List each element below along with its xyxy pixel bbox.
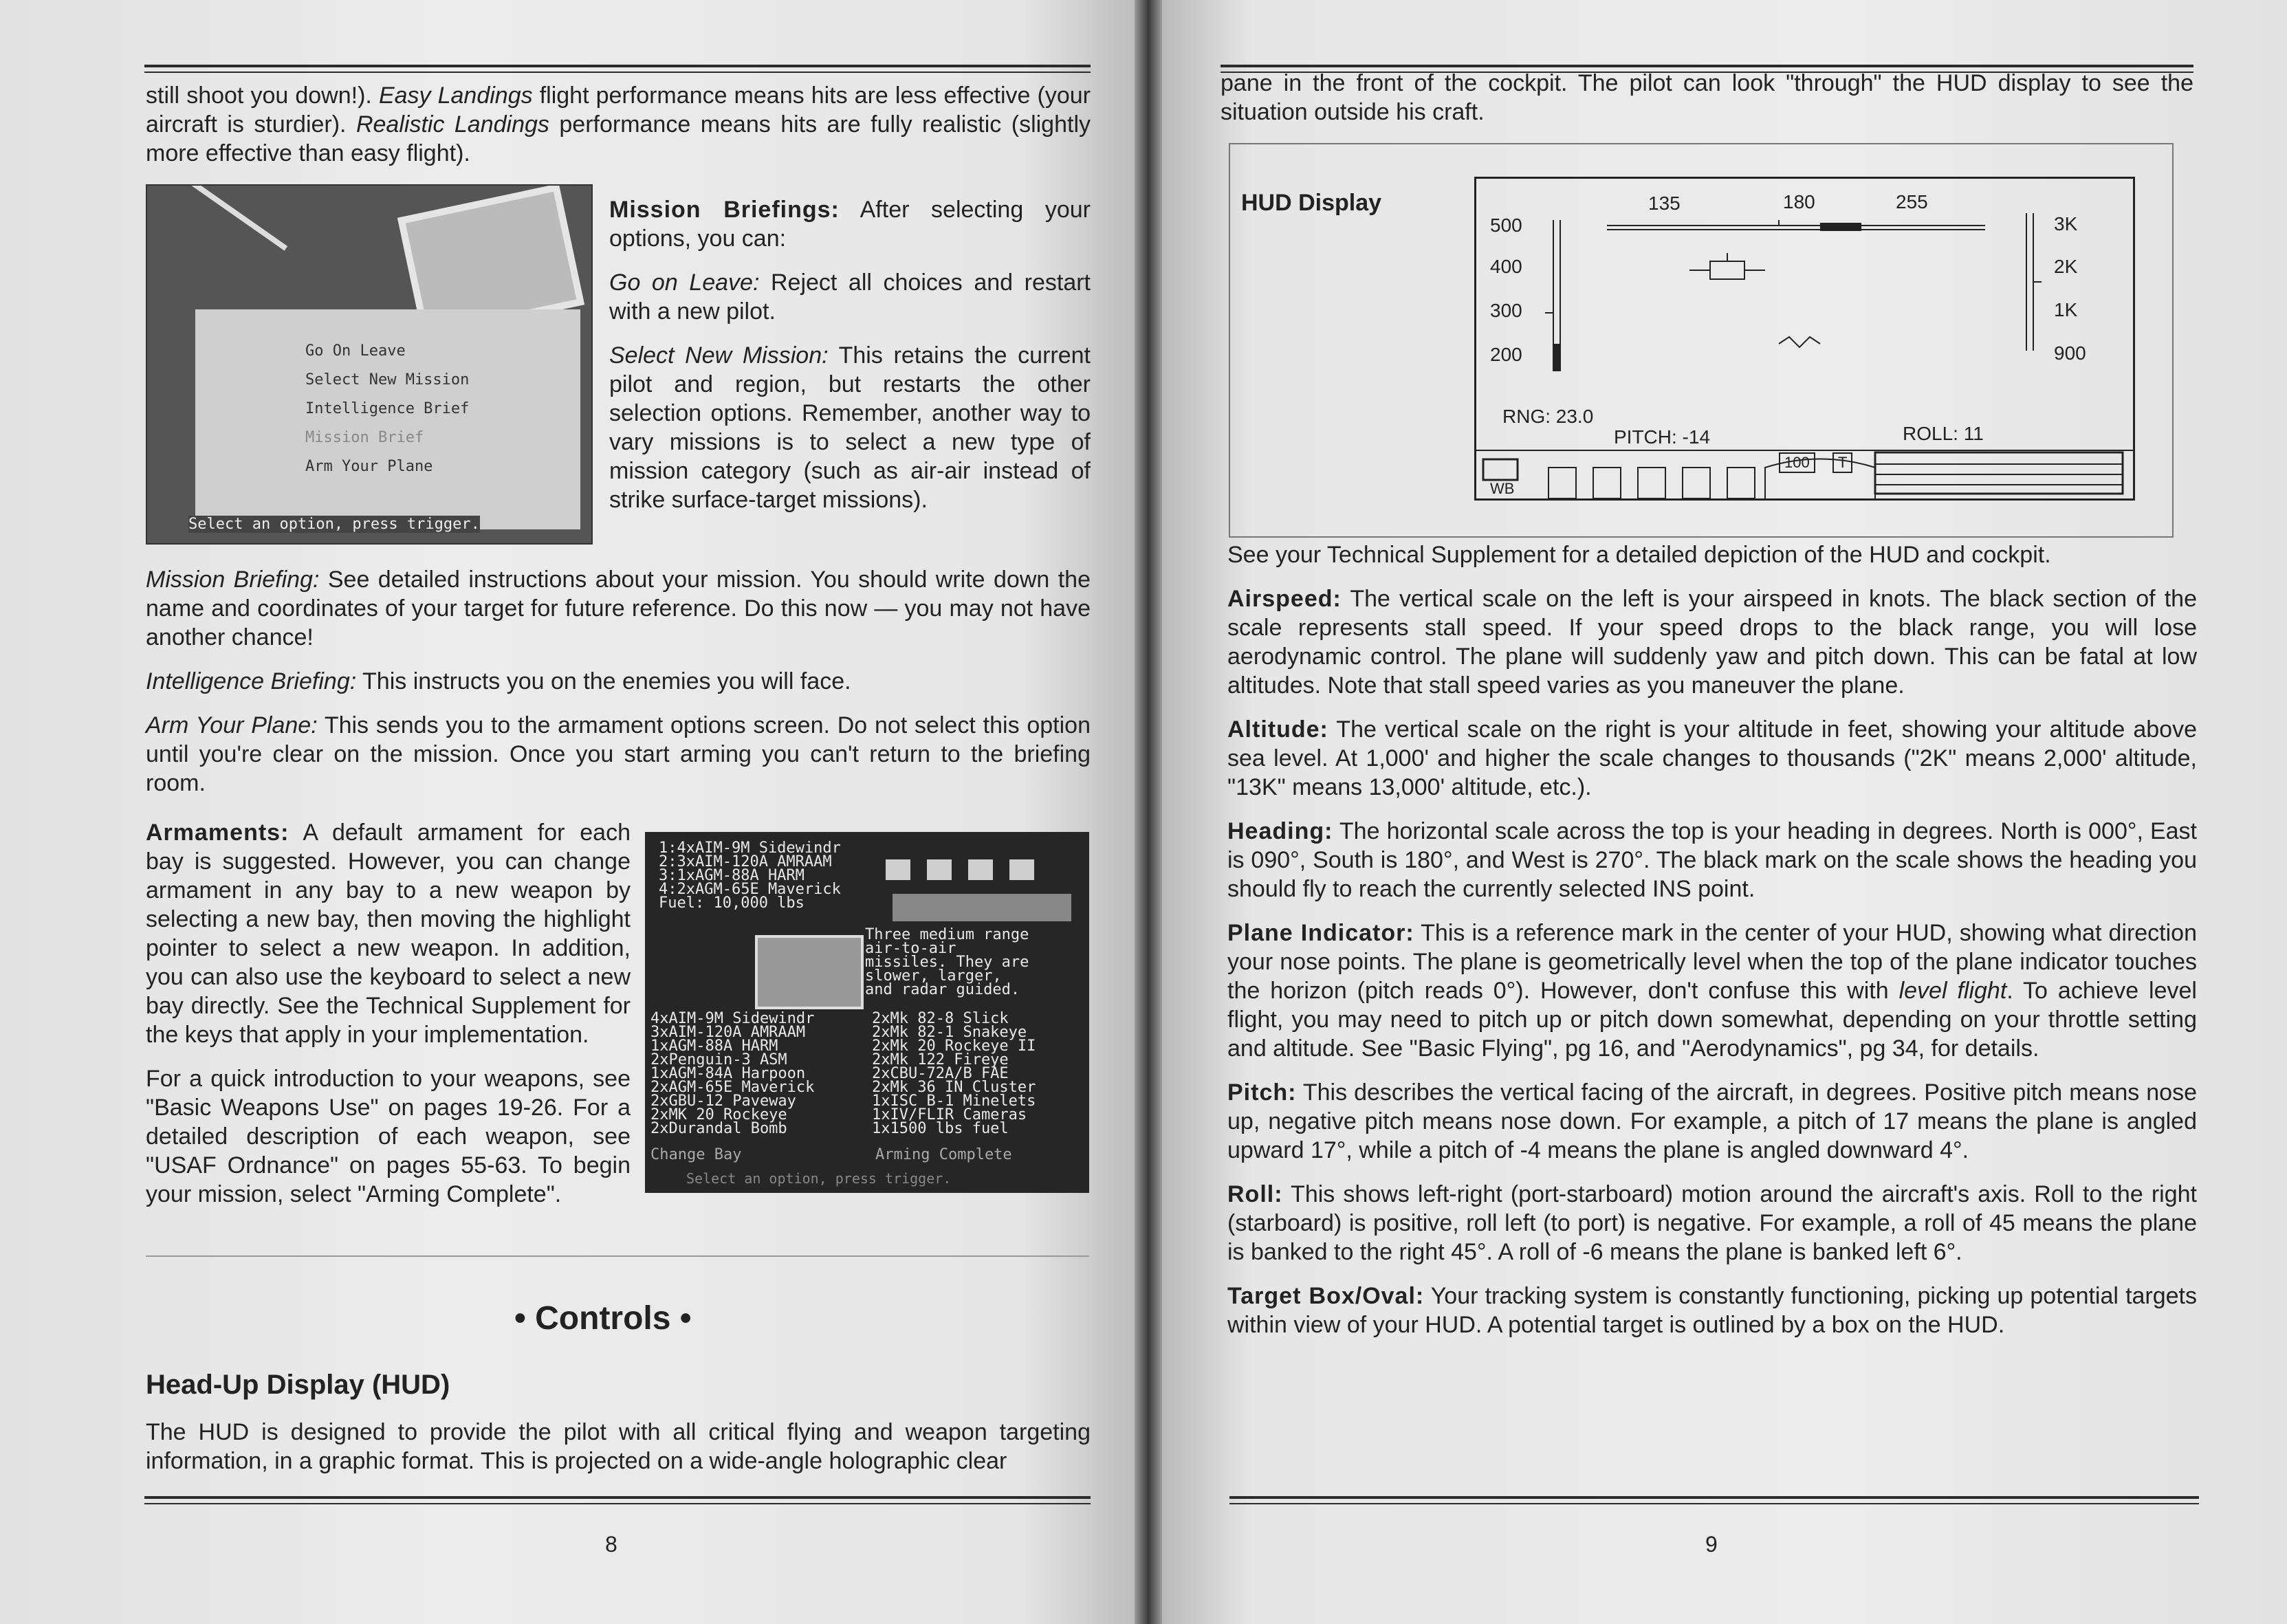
heading-tick-180: 180: [1783, 191, 1815, 212]
airspeed-heading: Airspeed:: [1227, 586, 1342, 612]
bottom-rule: [1229, 1496, 2199, 1499]
alt-tick-1k: 1K: [2054, 299, 2078, 320]
briefing-menu-screenshot: [146, 184, 593, 545]
intro-easy-landings: Easy Landings: [378, 83, 533, 109]
speed-tick-400: 400: [1490, 256, 1522, 277]
weapon-item: 2xAGM-65E Maverick: [650, 1079, 815, 1096]
weapon-item: 2xCBU-72A/B FAE: [872, 1065, 1009, 1082]
arm-your-plane-heading: Arm Your Plane:: [146, 712, 318, 738]
speed-tick-200: 200: [1490, 344, 1522, 365]
intro-text-1: still shoot you down!).: [146, 83, 379, 109]
arming-complete-option: Arming Complete: [875, 1146, 1012, 1163]
heading-heading: Heading:: [1227, 818, 1333, 844]
intro-text-3: performance means hits are fully realistic (slightly more effective than easy flight).: [146, 111, 1091, 166]
roll-text: This shows left-right (port-starboard) motion around the aircraft's axis. Roll to the right (starboard) is positive, roll left (to port) is negative. For example, a roll of 45 means the plane is banked to the right 45°. A roll of -6 means the plane is banked left 6°.: [1227, 1181, 2197, 1265]
top-rule: [1221, 65, 2193, 67]
go-on-leave-text: Reject all choices and restart with a new pilot.: [609, 270, 1091, 325]
armaments-text: [146, 818, 631, 1224]
level-flight-term: level flight: [1898, 978, 2007, 1004]
plane-indicator-text-2: . To achieve level flight, you may need to pitch up or pitch down somewhat, depending on your throttle setting and altitude. See "Basic Flying", pg 16, and "Aerodynamics", pg 34, for details.: [1227, 978, 2197, 1062]
menu-item-arm-your-plane: Arm Your Plane: [305, 458, 433, 475]
bay-3: 3:1xAGM-88A HARM: [659, 867, 805, 884]
weapon-list-right: [872, 1012, 1036, 1136]
weapon-item: 1xAGM-84A Harpoon: [650, 1065, 806, 1082]
throttle-box: 100: [1779, 452, 1815, 473]
book-gutter: [1135, 0, 1162, 1624]
change-bay-option: Change Bay: [650, 1146, 742, 1163]
altitude-text: The vertical scale on the right is your altitude in feet, showing your altitude above sea level. At 1,000' and higher the scale changes to thousands ("2K" means 2,000' altitude, "13K" means 13,000' altitude, etc.).: [1227, 716, 2197, 800]
page-number: 8: [605, 1532, 617, 1557]
target-box-heading: Target Box/Oval:: [1227, 1283, 1425, 1309]
section-divider: [146, 1255, 1089, 1257]
pitch-readout: PITCH: -14: [1614, 426, 1711, 448]
arm-prompt: Select an option, press trigger.: [686, 1170, 952, 1187]
weapon-item: 2xMk 82-1 Snakeye: [872, 1024, 1027, 1041]
mission-briefings-heading: Mission Briefings:: [609, 197, 840, 223]
arm-your-plane-text: This sends you to the armament options screen. Do not select this option until you're clear on the mission. Once you start arming you can't return to the briefing room.: [146, 712, 1091, 796]
briefing-menu: [305, 337, 469, 481]
weapon-item: 2xMk 82-8 Slick: [872, 1010, 1009, 1027]
weapon-item: 2xPenguin-3 ASM: [650, 1051, 787, 1068]
weapon-item: 4xAIM-9M Sidewindr: [650, 1010, 815, 1027]
bay-list: [659, 842, 841, 910]
pitch-text: This describes the vertical facing of the aircraft, in degrees. Positive pitch means nose up, negative pitch means nose down. For example, a pitch of 17 means the plane is angled upward 17°, while a pitch of -4 means the plane is angled downward 4°.: [1227, 1079, 2197, 1163]
armaments-heading: Armaments:: [146, 820, 289, 846]
weapon-description: [865, 928, 1029, 997]
bay-icon-3: [968, 859, 993, 880]
pitch-heading: Pitch:: [1227, 1079, 1297, 1106]
top-rule: [144, 65, 1091, 67]
supplement-note: See your Technical Supplement for a detailed depiction of the HUD and cockpit.: [1227, 542, 2051, 568]
weapon-item: 1xISC B-1 Minelets: [872, 1093, 1036, 1110]
weapon-item: 2xMk 20 Rockeye II: [872, 1038, 1036, 1055]
bay-icon-2: [927, 859, 952, 880]
description-line-4: slower, larger,: [865, 967, 1002, 985]
pencil-shape: [172, 184, 287, 251]
target-box-text: Your tracking system is constantly functioning, picking up potential targets within view of your HUD. A potential target is outlined by a box on the HUD.: [1227, 1283, 2198, 1338]
right-body-text: [1227, 540, 2197, 1354]
range-readout: RNG: 23.0: [1502, 406, 1594, 427]
select-new-mission-text: This retains the current pilot and region, but restarts the other selection options. Remember, another way to vary missions is to select a new type of mission category (such as air-air instead of strike surface-target missions).: [609, 342, 1091, 513]
roll-readout: ROLL: 11: [1903, 423, 1984, 444]
t-box: T: [1832, 452, 1852, 473]
armament-screenshot: [645, 832, 1089, 1193]
weapon-item: 2xDurandal Bomb: [650, 1120, 787, 1137]
hud-figure-label: HUD Display: [1241, 190, 1382, 216]
go-on-leave-heading: Go on Leave:: [609, 270, 760, 296]
description-line-3: missiles. They are: [865, 954, 1029, 971]
select-new-mission-heading: Select New Mission:: [609, 342, 829, 369]
plane-indicator-heading: Plane Indicator:: [1227, 920, 1414, 946]
armaments-body: A default armament for each bay is suggested. However, you can change armament in any bay to a new weapon by selecting a new bay, then moving the highlight pointer to select a new weapon. In addition, you can also use the keyboard to select a new bay directly. See the Technical Supplement for the keys that apply in your implementation.: [146, 820, 631, 1048]
weapon-item: 1xIV/FLIR Cameras: [872, 1106, 1027, 1123]
hud-section-heading: Head-Up Display (HUD): [146, 1370, 450, 1400]
weapon-item: 2xMk 122 Fireye: [872, 1051, 1009, 1068]
bay-icon-4: [1009, 859, 1034, 880]
speed-tick-300: 300: [1490, 300, 1522, 321]
left-page: [0, 0, 1135, 1624]
weapon-item: 3xAIM-120A AMRAAM: [650, 1024, 806, 1041]
hud-graphics: [1476, 179, 2133, 498]
menu-item-go-on-leave: Go On Leave: [305, 342, 406, 360]
heading-text: The horizontal scale across the top is your heading in degrees. North is 000°, East is 090°, South is 180°, and West is 270°. The black mark on the scale shows the heading you should fly to reach the currently selected INS point.: [1227, 818, 2197, 902]
fuel-readout: Fuel: 10,000 lbs: [659, 895, 805, 912]
weapon-item: 1x1500 lbs fuel: [872, 1120, 1009, 1137]
bay-1: 1:4xAIM-9M Sidewindr: [659, 840, 841, 857]
mission-briefings-text: After selecting your options, you can:: [609, 197, 1091, 252]
briefing-details-text: [146, 565, 1091, 813]
selected-bay-panel: [755, 935, 864, 1009]
plane-indicator-text-1: This is a reference mark in the center of your HUD, showing what direction your nose points. The plane is geometrically level when the top of the plane indicator touches the horizon (pitch reads 0°). However, don't confuse this with: [1227, 920, 2197, 1004]
hud-figure: [1229, 143, 2174, 538]
right-page: [1162, 0, 2287, 1624]
heading-tick-135: 135: [1648, 193, 1681, 214]
alt-tick-900: 900: [2054, 342, 2086, 364]
bay-4: 4:2xAGM-65E Maverick: [659, 881, 841, 898]
wb-label: WB: [1490, 480, 1515, 497]
intro-text-2: flight performance means hits are less effective (your aircraft is sturdier).: [146, 83, 1091, 138]
menu-item-mission-brief: Mission Brief: [305, 429, 424, 446]
right-intro-text: pane in the front of the cockpit. The pilot can look "through" the HUD display to see the situation outside his craft.: [1221, 70, 2193, 125]
speed-tick-500: 500: [1490, 215, 1522, 236]
description-line-1: Three medium range: [865, 926, 1029, 943]
menu-item-intelligence-brief: Intelligence Brief: [305, 400, 470, 417]
bay-icon-1: [886, 859, 910, 880]
mission-briefing-heading: Mission Briefing:: [146, 567, 320, 593]
weapon-item: 1xAGM-88A HARM: [650, 1038, 778, 1055]
airspeed-text: The vertical scale on the left is your airspeed in knots. The black section of the scale represents stall speed. If your speed drops to the black range, you will lose aerodynamic control. The plane will suddenly yaw and pitch down. This can be fatal at low altitudes. Note that stall speed varies as you maneuver the plane.: [1227, 586, 2197, 699]
page-number: 9: [1705, 1532, 1718, 1557]
description-line-2: air-to-air: [865, 940, 956, 957]
weapon-list-left: [650, 1012, 814, 1136]
alt-tick-3k: 3K: [2054, 213, 2078, 234]
quick-intro-text: For a quick introduction to your weapons, see "Basic Weapons Use" on pages 19-26. For a detailed description of each weapon, see "USAF Ordnance" on pages 55-63. To begin your mission, select "Arming Complete".: [146, 1066, 631, 1207]
heading-tick-255: 255: [1896, 191, 1928, 212]
intro-paragraph: [146, 81, 1091, 168]
weapon-item: 2xGBU-12 Paveway: [650, 1093, 796, 1110]
intelligence-briefing-heading: Intelligence Briefing:: [146, 668, 357, 694]
mission-briefing-text: See detailed instructions about your mission. You should write down the name and coordinates of your target for future reference. Do this now — you may not have another chance!: [146, 567, 1091, 650]
bay-2: 2:3xAIM-120A AMRAAM: [659, 853, 832, 870]
weapon-item: 2xMK 20 Rockeye: [650, 1106, 787, 1123]
weapon-item: 2xMk 36 IN Cluster: [872, 1079, 1036, 1096]
intro-realistic-landings: Realistic Landings: [355, 111, 549, 138]
briefing-options-text: [609, 195, 1091, 529]
hud-display: [1474, 177, 2135, 501]
description-line-5: and radar guided.: [865, 981, 1020, 998]
menu-prompt: Select an option, press trigger.: [188, 516, 480, 533]
altitude-heading: Altitude:: [1227, 716, 1328, 743]
hud-intro-text: The HUD is designed to provide the pilot with all critical flying and weapon targeting information, in a graphic format. This is projected on a wide-angle holographic clear: [146, 1419, 1091, 1474]
roll-heading: Roll:: [1227, 1181, 1283, 1207]
bottom-rule: [144, 1496, 1091, 1499]
controls-title: • Controls •: [514, 1300, 692, 1337]
weapon-preview: [893, 894, 1071, 921]
intelligence-briefing-text: This instructs you on the enemies you will face.: [356, 668, 851, 694]
menu-item-select-new-mission: Select New Mission: [305, 371, 470, 388]
alt-tick-2k: 2K: [2054, 256, 2078, 277]
